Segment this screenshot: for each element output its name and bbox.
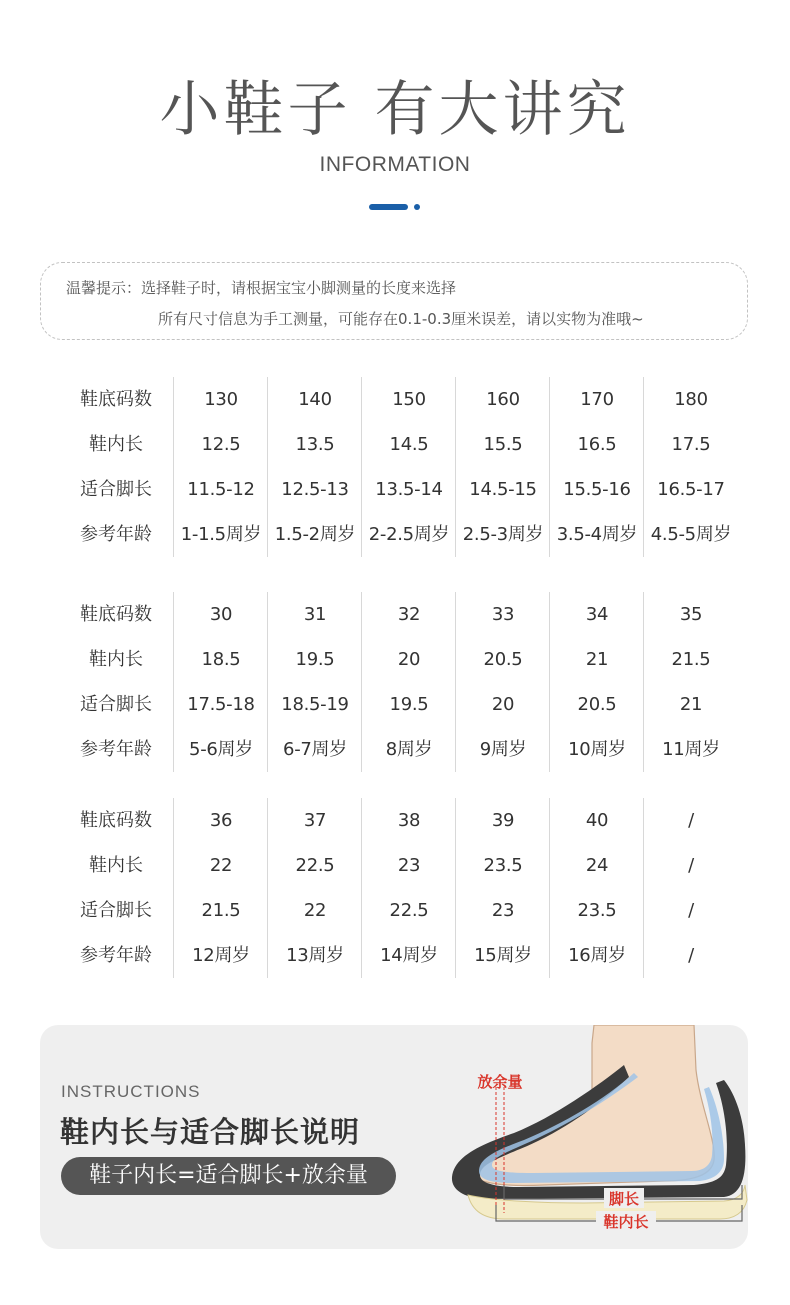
instructions-title: 鞋内长与适合脚长说明 [60, 1115, 361, 1149]
title-accent-bar [369, 204, 408, 210]
table-cell: / [688, 900, 694, 921]
column-divider [549, 592, 550, 772]
table-cell: 14.5-15 [469, 479, 537, 500]
row-label: 适合脚长 [80, 900, 152, 921]
table-row [60, 843, 750, 888]
table-cell: 2.5-3周岁 [462, 524, 544, 545]
column-divider [267, 377, 268, 557]
table-cell: / [688, 945, 694, 966]
row-label: 鞋底码数 [80, 389, 152, 410]
table-cell: 17.5-18 [187, 694, 255, 715]
shoe-diagram [424, 1025, 748, 1249]
column-divider [455, 592, 456, 772]
table-cell: 5-6周岁 [189, 739, 253, 760]
table-row [60, 682, 750, 727]
foot-length-label: 脚长 [608, 1190, 640, 1208]
column-divider [267, 798, 268, 978]
title-accent-dot [414, 204, 420, 210]
table-cell: 15.5-16 [563, 479, 631, 500]
table-cell: 32 [397, 604, 421, 625]
table-cell: 180 [674, 389, 708, 410]
page-title: 小鞋子 有大讲究 [159, 75, 631, 145]
column-divider [455, 798, 456, 978]
table-cell: 4.5-5周岁 [650, 524, 732, 545]
table-cell: 14周岁 [380, 945, 438, 966]
table-cell: / [688, 810, 694, 831]
table-row [60, 592, 750, 637]
table-cell: 12.5 [201, 434, 241, 455]
table-cell: 17.5 [671, 434, 711, 455]
page-subtitle: INFORMATION [319, 153, 471, 176]
table-cell: 13周岁 [286, 945, 344, 966]
table-cell: 23 [397, 855, 421, 876]
size-table [60, 592, 750, 772]
table-cell: 1-1.5周岁 [180, 524, 262, 545]
table-cell: 150 [392, 389, 426, 410]
table-cell: 18.5-19 [281, 694, 349, 715]
table-cell: 20.5 [577, 694, 617, 715]
table-row [60, 512, 750, 557]
column-divider [361, 377, 362, 557]
table-row [60, 727, 750, 772]
table-cell: 22 [303, 900, 327, 921]
column-divider [361, 592, 362, 772]
table-cell: 35 [679, 604, 703, 625]
table-cell: 130 [204, 389, 238, 410]
table-cell: 22.5 [389, 900, 429, 921]
row-label: 参考年龄 [80, 945, 152, 966]
table-row [60, 467, 750, 512]
instructions-panel [40, 1025, 748, 1249]
table-cell: 30 [209, 604, 233, 625]
column-divider [267, 592, 268, 772]
row-label: 适合脚长 [80, 694, 152, 715]
row-label: 参考年龄 [80, 739, 152, 760]
table-cell: 11.5-12 [187, 479, 255, 500]
table-cell: 8周岁 [385, 739, 433, 760]
table-cell: 21.5 [201, 900, 241, 921]
notice-line-2: 所有尺寸信息为手工测量，可能存在0.1-0.3厘米误差，请以实物为准哦~ [158, 310, 644, 328]
table-cell: 2-2.5周岁 [368, 524, 450, 545]
table-cell: 22 [209, 855, 233, 876]
inner-length-label: 鞋内长 [603, 1213, 649, 1231]
row-label: 鞋底码数 [80, 810, 152, 831]
column-divider [643, 592, 644, 772]
table-row [60, 637, 750, 682]
table-cell: 31 [303, 604, 327, 625]
table-row [60, 933, 750, 978]
table-row [60, 798, 750, 843]
size-table [60, 798, 750, 978]
allowance-label: 放余量 [477, 1073, 523, 1091]
table-cell: 12周岁 [192, 945, 250, 966]
table-cell: / [688, 855, 694, 876]
table-cell: 11周岁 [662, 739, 720, 760]
instructions-label: INSTRUCTIONS [61, 1082, 201, 1101]
notice-box [40, 262, 748, 340]
table-cell: 20.5 [483, 649, 523, 670]
column-divider [643, 798, 644, 978]
table-cell: 140 [298, 389, 332, 410]
table-row [60, 377, 750, 422]
column-divider [173, 592, 174, 772]
table-row [60, 888, 750, 933]
table-cell: 21 [585, 649, 609, 670]
column-divider [361, 798, 362, 978]
table-cell: 34 [585, 604, 609, 625]
size-table [60, 377, 750, 557]
column-divider [549, 798, 550, 978]
table-cell: 13.5 [295, 434, 335, 455]
table-cell: 18.5 [201, 649, 241, 670]
table-cell: 19.5 [295, 649, 335, 670]
table-cell: 21.5 [671, 649, 711, 670]
table-cell: 21 [679, 694, 703, 715]
table-cell: 22.5 [295, 855, 335, 876]
column-divider [173, 798, 174, 978]
row-label: 鞋内长 [89, 649, 143, 670]
table-cell: 13.5-14 [375, 479, 443, 500]
table-cell: 16.5 [577, 434, 617, 455]
table-cell: 1.5-2周岁 [274, 524, 356, 545]
column-divider [455, 377, 456, 557]
column-divider [549, 377, 550, 557]
table-cell: 23 [491, 900, 515, 921]
column-divider [643, 377, 644, 557]
row-label: 鞋内长 [89, 855, 143, 876]
row-label: 鞋底码数 [80, 604, 152, 625]
table-cell: 12.5-13 [281, 479, 349, 500]
table-cell: 3.5-4周岁 [556, 524, 638, 545]
notice-line-1: 温馨提示：选择鞋子时，请根据宝宝小脚测量的长度来选择 [66, 279, 457, 297]
row-label: 鞋内长 [89, 434, 143, 455]
table-cell: 15周岁 [474, 945, 532, 966]
table-cell: 38 [397, 810, 421, 831]
table-row [60, 422, 750, 467]
table-cell: 15.5 [483, 434, 523, 455]
table-cell: 6-7周岁 [283, 739, 347, 760]
table-cell: 170 [580, 389, 614, 410]
table-cell: 37 [303, 810, 327, 831]
table-cell: 24 [585, 855, 609, 876]
table-cell: 36 [209, 810, 233, 831]
table-cell: 39 [491, 810, 515, 831]
table-cell: 16周岁 [568, 945, 626, 966]
table-cell: 23.5 [483, 855, 523, 876]
formula-pill: 鞋子内长=适合脚长+放余量 [61, 1157, 396, 1195]
table-cell: 9周岁 [479, 739, 527, 760]
table-cell: 19.5 [389, 694, 429, 715]
table-cell: 33 [491, 604, 515, 625]
table-cell: 20 [491, 694, 515, 715]
table-cell: 23.5 [577, 900, 617, 921]
table-cell: 16.5-17 [657, 479, 725, 500]
table-cell: 20 [397, 649, 421, 670]
row-label: 参考年龄 [80, 524, 152, 545]
row-label: 适合脚长 [80, 479, 152, 500]
column-divider [173, 377, 174, 557]
table-cell: 14.5 [389, 434, 429, 455]
table-cell: 40 [585, 810, 609, 831]
table-cell: 10周岁 [568, 739, 626, 760]
table-cell: 160 [486, 389, 520, 410]
